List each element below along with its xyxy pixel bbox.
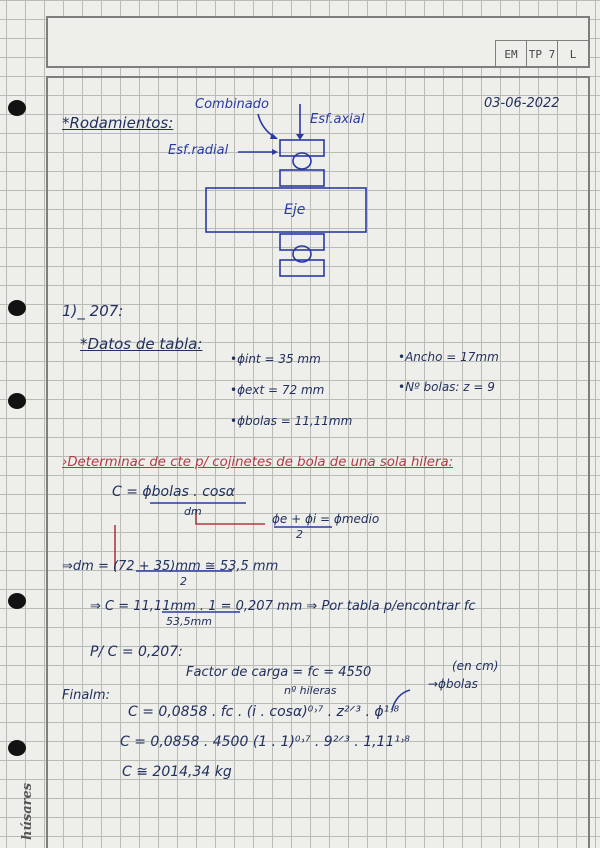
date: 03-06-2022	[484, 96, 560, 111]
header-cell-2: TP 7	[526, 40, 557, 67]
radial-arrowhead	[272, 149, 278, 155]
datos-heading: *Datos de tabla:	[80, 335, 203, 353]
dato-nbolas: •Nº bolas: z = 9	[398, 380, 495, 394]
pc-heading: P/ C = 0,207:	[90, 644, 183, 660]
axial-arrowhead	[296, 134, 304, 140]
dato-dext: •ϕext = 72 mm	[230, 383, 325, 397]
dato-dbolas: •ϕbolas = 11,11mm	[230, 414, 353, 428]
final-result: C ≅ 2014,34 kg	[122, 764, 232, 780]
inner-ring-top	[280, 170, 324, 186]
formula-medio: ϕe + ϕi = ϕmedio	[272, 512, 380, 526]
note-phi-bolas: →ϕbolas	[428, 677, 478, 691]
final-equation-1: C = 0,0858 . fc . (i . cosα)⁰˒⁷ . z²ᐟ³ . ϕ¹˒⁸	[128, 704, 400, 720]
formula-c: C = ϕbolas . cosα	[112, 484, 235, 500]
finalmente-label: Finalm:	[62, 688, 110, 703]
dato-ancho: •Ancho = 17mm	[398, 350, 499, 364]
dm-denominator: 2	[180, 575, 187, 588]
label-combinado: Combinado	[195, 97, 269, 112]
factor-carga: Factor de carga = fc = 4550	[186, 665, 372, 680]
page-title: *Rodamientos:	[62, 114, 174, 132]
label-esf-radial: Esf.radial	[168, 143, 229, 158]
header-cell-1: EM	[495, 40, 526, 67]
note-n-hileras: nº hileras	[284, 684, 337, 697]
dato-dint: •ϕint = 35 mm	[230, 352, 321, 366]
formula-medio-denominator: 2	[296, 528, 303, 541]
note-en-cm: (en cm)	[452, 659, 499, 673]
brand-logo: húsares	[20, 782, 35, 840]
determinacion-heading: ›Determinac de cte p/ cojinetes de bola de una sola hilera:	[62, 455, 454, 470]
dm-calculation: ⇒dm = (72 + 35)mm ≅ 53,5 mm	[62, 559, 279, 574]
c-denominator: 53,5mm	[166, 615, 212, 628]
label-esf-axial: Esf.axial	[310, 112, 365, 127]
formula-dm: dm	[184, 505, 202, 518]
problem-heading: 1)_ 207:	[62, 302, 124, 320]
inner-ring-bottom	[280, 234, 324, 250]
header-cell-3: L	[557, 40, 588, 67]
final-equation-2: C = 0,0858 . 4500 (1 . 1)⁰˒⁷ . 9²ᐟ³ . 1,11¹˒⁸	[120, 734, 410, 750]
label-eje: Eje	[284, 202, 306, 218]
c-calculation: ⇒ C = 11,11mm . 1 = 0,207 mm ⇒ Por tabla p/encontrar fc	[90, 599, 476, 614]
